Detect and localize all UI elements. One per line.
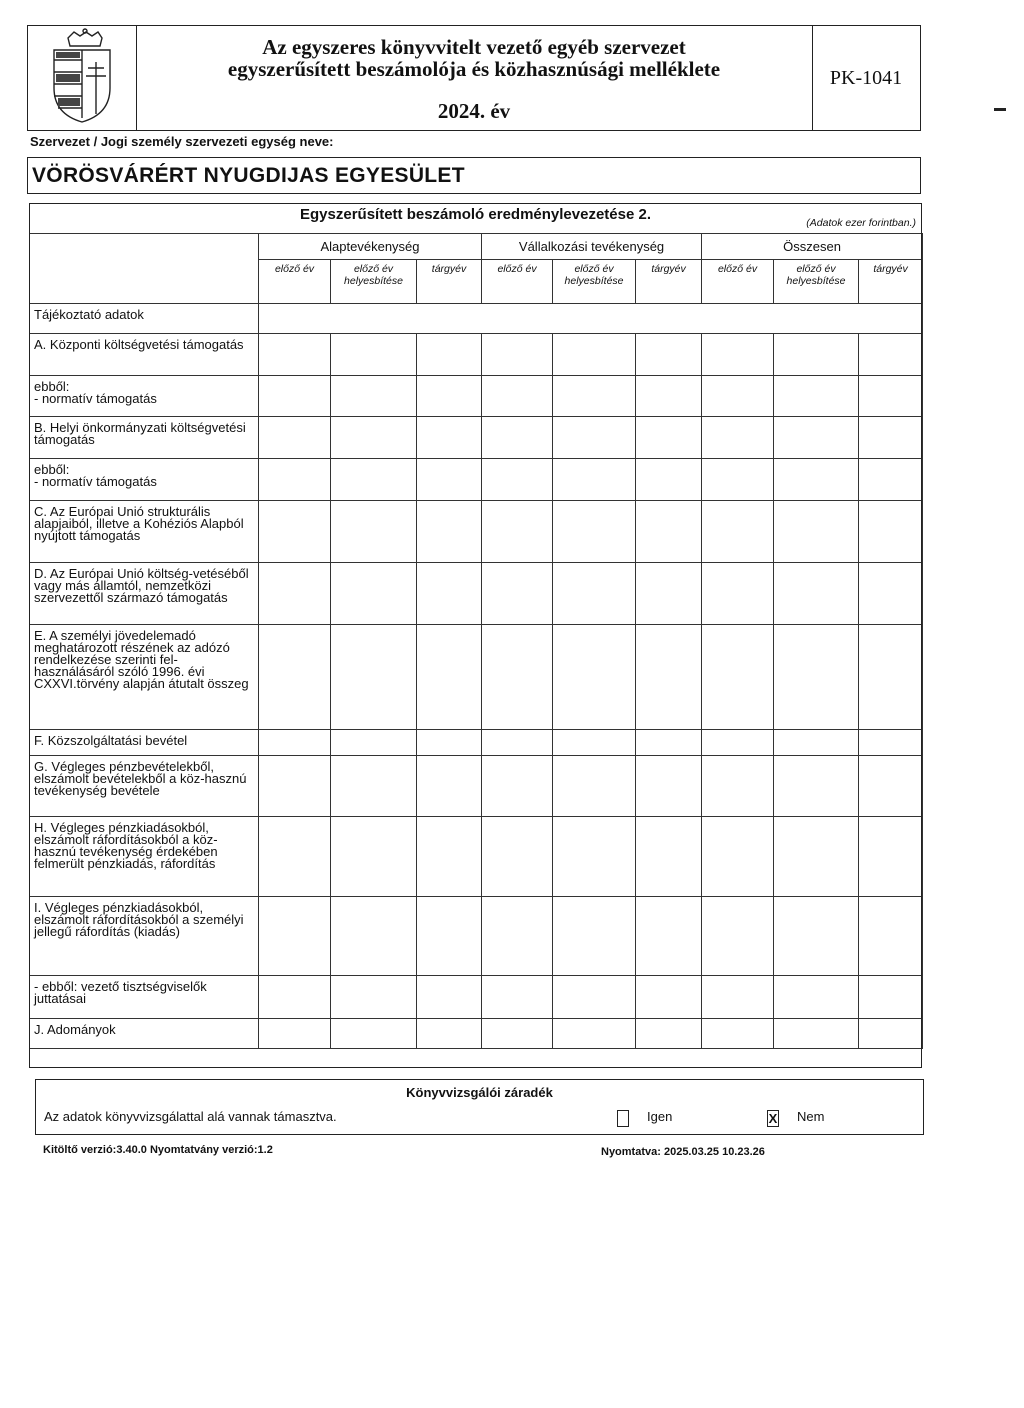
table-row [30, 897, 923, 976]
value-cell[interactable] [702, 501, 774, 563]
value-cell[interactable] [417, 376, 482, 417]
value-cell[interactable] [259, 756, 331, 817]
value-cell[interactable] [331, 756, 417, 817]
subcolumn-header: előző év helyesbítése [774, 260, 859, 304]
value-cell[interactable] [859, 625, 923, 730]
row-label: E. A személyi jövedelemadó meghatározott részének az adózó rendelkezése szerinti fel-használásáról szóló 1996. évi CXXVI.törvény alapján átutalt összeg [30, 625, 259, 730]
value-cell[interactable] [553, 459, 636, 501]
value-cell[interactable] [636, 459, 702, 501]
table-row [30, 459, 923, 501]
value-cell[interactable] [702, 459, 774, 501]
value-cell[interactable] [702, 625, 774, 730]
value-cell[interactable] [553, 334, 636, 376]
row-header-corner [30, 234, 259, 304]
value-cell[interactable] [331, 817, 417, 897]
value-cell[interactable] [859, 730, 923, 756]
title-line-1: Az egyszeres könyvvitelt vezető egyéb szervezet [262, 35, 686, 59]
value-cell[interactable] [774, 501, 859, 563]
form-header [27, 25, 921, 131]
subcolumn-header: előző év [259, 260, 331, 304]
value-cell[interactable] [417, 501, 482, 563]
value-cell[interactable] [259, 1019, 331, 1049]
value-cell[interactable] [636, 376, 702, 417]
group-header: Vállalkozási tevékenység [482, 234, 702, 260]
title-line-2: egyszerűsített beszámolója és közhasznúsági melléklete [227, 57, 721, 81]
value-cell[interactable] [482, 501, 553, 563]
subcolumn-header: tárgyév [636, 260, 702, 304]
software-version: Kitöltő verzió:3.40.0 Nyomtatvány verzió:1.2 [43, 1144, 273, 1156]
value-cell[interactable] [259, 897, 331, 976]
table-row [30, 304, 923, 334]
value-cell[interactable] [859, 976, 923, 1019]
margin-mark [994, 108, 1006, 111]
value-cell[interactable] [259, 730, 331, 756]
subcolumn-header: tárgyév [417, 260, 482, 304]
table-title: Egyszerűsített beszámoló eredménylevezetése 2. [300, 206, 651, 223]
value-cell[interactable] [774, 1019, 859, 1049]
row-label: H. Végleges pénzkiadásokból, elszámolt ráfordításokból a köz-hasznú tevékenység érdekében felmerült pénzkiadás, ráfordítás [30, 817, 259, 897]
value-cell[interactable] [259, 625, 331, 730]
value-cell[interactable] [331, 976, 417, 1019]
value-cell[interactable] [259, 376, 331, 417]
row-label: ebből: - normatív támogatás [30, 459, 259, 501]
income-statement-section [29, 203, 922, 1068]
no-label: Nem [797, 1109, 825, 1124]
value-cell[interactable] [553, 376, 636, 417]
report-year: 2024. év [437, 99, 511, 123]
value-cell[interactable] [553, 1019, 636, 1049]
value-cell[interactable] [331, 334, 417, 376]
value-cell[interactable] [331, 897, 417, 976]
value-cell[interactable] [417, 459, 482, 501]
value-cell[interactable] [702, 1019, 774, 1049]
value-cell[interactable] [331, 417, 417, 459]
value-cell[interactable] [259, 334, 331, 376]
row-label: Tájékoztató adatok [30, 304, 259, 334]
row-label: G. Végleges pénzbevételekből, elszámolt bevételekből a köz-hasznú tevékenység bevétele [30, 756, 259, 817]
table-row [30, 817, 923, 897]
value-cell[interactable] [417, 1019, 482, 1049]
value-cell[interactable] [636, 730, 702, 756]
yes-label: Igen [647, 1109, 673, 1124]
table-row [30, 376, 923, 417]
value-cell[interactable] [859, 756, 923, 817]
value-cell[interactable] [774, 459, 859, 501]
value-cell[interactable] [259, 976, 331, 1019]
value-cell[interactable] [859, 459, 923, 501]
value-cell[interactable] [702, 730, 774, 756]
value-cell[interactable] [417, 417, 482, 459]
value-cell[interactable] [259, 417, 331, 459]
value-cell[interactable] [636, 756, 702, 817]
group-header: Összesen [702, 234, 923, 260]
value-cell[interactable] [259, 563, 331, 625]
value-cell[interactable] [482, 756, 553, 817]
organization-name: VÖRÖSVÁRÉRT NYUGDIJAS EGYESÜLET [32, 164, 465, 187]
value-cell[interactable] [331, 563, 417, 625]
group-header: Alaptevékenység [259, 234, 482, 260]
value-cell[interactable] [702, 817, 774, 897]
value-cell[interactable] [482, 1019, 553, 1049]
value-cell[interactable] [859, 376, 923, 417]
value-cell[interactable] [636, 976, 702, 1019]
value-cell[interactable] [636, 897, 702, 976]
value-cell[interactable] [553, 563, 636, 625]
row-label: A. Központi költségvetési támogatás [30, 334, 259, 376]
form-title [136, 26, 813, 130]
value-cell[interactable] [553, 501, 636, 563]
table-row [30, 1019, 923, 1049]
value-cell[interactable] [553, 625, 636, 730]
value-cell[interactable] [774, 417, 859, 459]
value-cell[interactable] [859, 563, 923, 625]
value-cell[interactable] [331, 1019, 417, 1049]
value-cell[interactable] [859, 417, 923, 459]
value-cell[interactable] [553, 730, 636, 756]
value-cell[interactable] [482, 563, 553, 625]
table-row [30, 334, 923, 376]
value-cell[interactable] [859, 817, 923, 897]
table-row [30, 563, 923, 625]
no-checkbox[interactable]: X [768, 1111, 778, 1126]
value-cell[interactable] [774, 563, 859, 625]
value-cell[interactable] [859, 1019, 923, 1049]
row-label: B. Helyi önkormányzati költségvetési támogatás [30, 417, 259, 459]
value-cell[interactable] [482, 459, 553, 501]
coat-of-arms-logo [28, 26, 137, 130]
value-cell[interactable] [417, 817, 482, 897]
value-cell[interactable] [259, 501, 331, 563]
value-cell[interactable] [331, 730, 417, 756]
row-label: I. Végleges pénzkiadásokból, elszámolt ráfordításokból a személyi jellegű ráfordítás (kiadás) [30, 897, 259, 976]
value-cell[interactable] [331, 459, 417, 501]
value-cell[interactable] [417, 976, 482, 1019]
organization-name-field[interactable] [27, 157, 921, 194]
form-code: PK-1041 [829, 67, 903, 89]
value-cell[interactable] [774, 817, 859, 897]
subcolumn-header: tárgyév [859, 260, 923, 304]
value-cell[interactable] [636, 417, 702, 459]
subcolumn-header: előző év helyesbítése [331, 260, 417, 304]
info-row-cell [259, 304, 923, 334]
value-cell[interactable] [774, 976, 859, 1019]
row-label: D. Az Európai Unió költség-vetéséből vagy más államtól, nemzetközi szervezettől származó támogatás [30, 563, 259, 625]
value-cell[interactable] [417, 625, 482, 730]
value-cell[interactable] [702, 976, 774, 1019]
coat-of-arms-icon [28, 26, 136, 130]
auditor-clause [35, 1079, 924, 1135]
value-cell[interactable] [774, 730, 859, 756]
table-row [30, 501, 923, 563]
income-statement-table [29, 233, 923, 1049]
value-cell[interactable] [636, 563, 702, 625]
yes-checkbox[interactable] [617, 1110, 629, 1127]
value-cell[interactable] [702, 334, 774, 376]
audit-title: Könyvvizsgálói záradék [406, 1085, 553, 1100]
value-cell[interactable] [331, 625, 417, 730]
value-cell[interactable] [636, 1019, 702, 1049]
value-cell[interactable] [482, 625, 553, 730]
row-label: J. Adományok [30, 1019, 259, 1049]
value-cell[interactable] [417, 334, 482, 376]
value-cell[interactable] [482, 976, 553, 1019]
value-cell[interactable] [482, 417, 553, 459]
subcolumn-header: előző év [702, 260, 774, 304]
value-cell[interactable] [482, 897, 553, 976]
table-row [30, 756, 923, 817]
value-cell[interactable] [482, 334, 553, 376]
value-cell[interactable] [636, 501, 702, 563]
row-label: ebből: - normatív támogatás [30, 376, 259, 417]
row-label: - ebből: vezető tisztségviselők juttatásai [30, 976, 259, 1019]
value-cell[interactable] [774, 625, 859, 730]
value-cell[interactable] [636, 334, 702, 376]
value-cell[interactable] [636, 625, 702, 730]
value-cell[interactable] [553, 417, 636, 459]
value-cell[interactable] [702, 756, 774, 817]
value-cell[interactable] [417, 897, 482, 976]
row-label: C. Az Európai Unió strukturális alapjaiból, illetve a Kohéziós Alapból nyújtott támogatás [30, 501, 259, 563]
value-cell[interactable] [774, 376, 859, 417]
subcolumn-header: előző év [482, 260, 553, 304]
value-cell[interactable] [331, 376, 417, 417]
table-row [30, 625, 923, 730]
value-cell[interactable] [702, 376, 774, 417]
value-cell[interactable] [482, 730, 553, 756]
value-cell[interactable] [553, 756, 636, 817]
row-label: F. Közszolgáltatási bevétel [30, 730, 259, 756]
value-cell[interactable] [774, 897, 859, 976]
value-cell[interactable] [482, 376, 553, 417]
value-cell[interactable] [553, 976, 636, 1019]
value-cell[interactable] [482, 817, 553, 897]
value-cell[interactable] [859, 897, 923, 976]
value-cell[interactable] [259, 817, 331, 897]
value-cell[interactable] [331, 501, 417, 563]
value-cell[interactable] [417, 563, 482, 625]
value-cell[interactable] [553, 817, 636, 897]
value-cell[interactable] [417, 730, 482, 756]
value-cell[interactable] [636, 817, 702, 897]
value-cell[interactable] [774, 756, 859, 817]
value-cell[interactable] [553, 897, 636, 976]
value-cell[interactable] [859, 501, 923, 563]
table-row [30, 976, 923, 1019]
value-cell[interactable] [859, 334, 923, 376]
unit-note: (Adatok ezer forintban.) [806, 217, 916, 229]
table-row [30, 417, 923, 459]
value-cell[interactable] [417, 756, 482, 817]
value-cell[interactable] [774, 334, 859, 376]
organization-label: Szervezet / Jogi személy szervezeti egység neve: [30, 134, 334, 149]
table-row [30, 730, 923, 756]
value-cell[interactable] [702, 897, 774, 976]
audit-statement: Az adatok könyvvizsgálattal alá vannak támasztva. [44, 1109, 337, 1124]
value-cell[interactable] [702, 417, 774, 459]
subcolumn-header: előző év helyesbítése [553, 260, 636, 304]
print-timestamp: Nyomtatva: 2025.03.25 10.23.26 [601, 1146, 765, 1158]
value-cell[interactable] [259, 459, 331, 501]
value-cell[interactable] [702, 563, 774, 625]
